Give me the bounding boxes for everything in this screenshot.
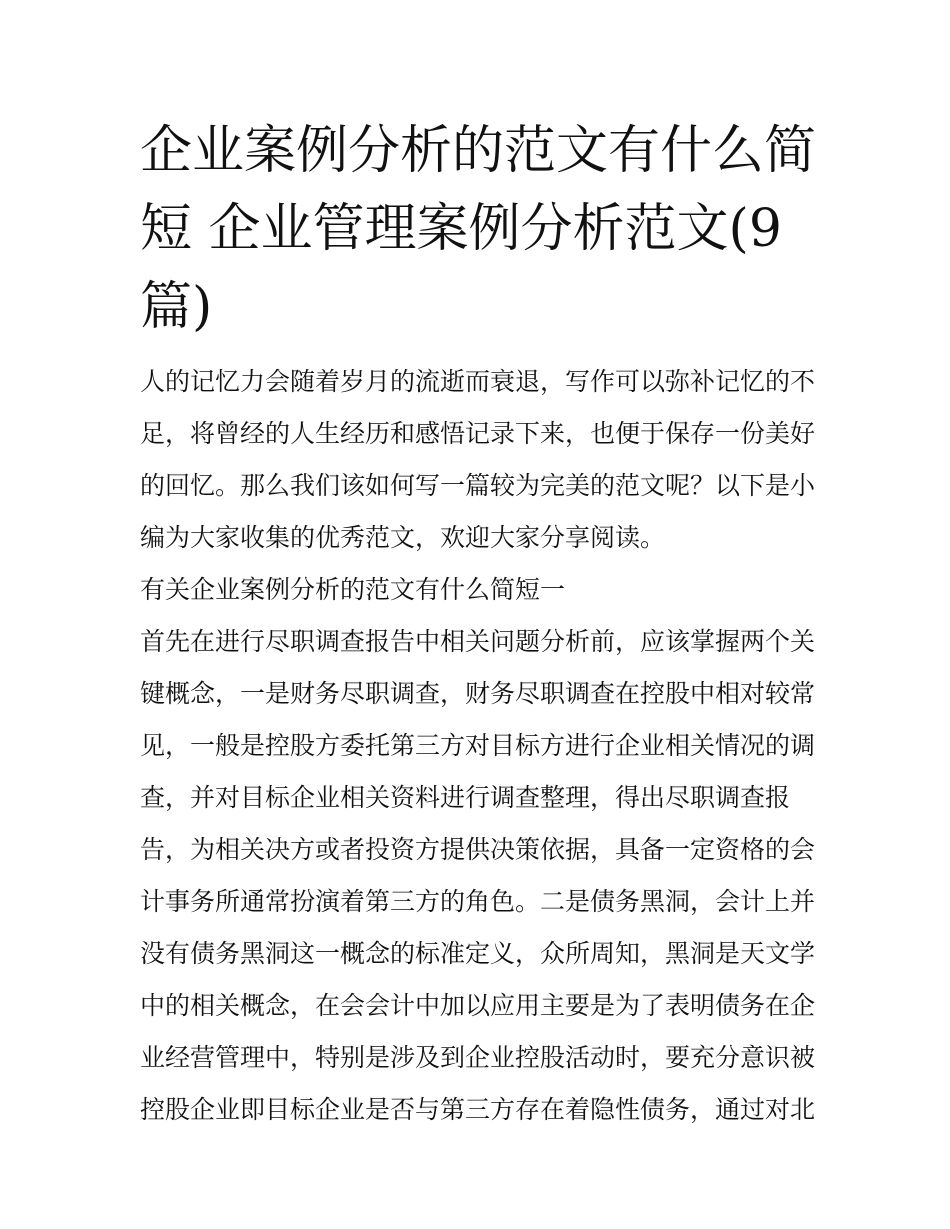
paragraph-line: 查，并对目标企业相关资料进行调查整理，得出尽职调查报 [140, 783, 791, 812]
paragraph-line: 控股企业即目标企业是否与第三方存在着隐性债务，通过对北 [140, 1095, 816, 1124]
paragraph-line: 告，为相关决方或者投资方提供决策依据，具备一定资格的会 [140, 835, 816, 864]
intro-line: 的回忆。那么我们该如何写一篇较为完美的范文呢？以下是小 [140, 471, 816, 500]
intro-line: 人的记忆力会随着岁月的流逝而衰退，写作可以弥补记忆的不 [140, 367, 816, 396]
intro-line: 编为大家收集的优秀范文，欢迎大家分享阅读。 [140, 523, 666, 552]
title-line: 篇) [140, 277, 213, 337]
document-body [140, 356, 820, 1136]
title-line: 短 企业管理案例分析范文(9 [140, 199, 782, 259]
paragraph-line: 没有债务黑洞这一概念的标准定义，众所周知，黑洞是天文学 [140, 939, 816, 968]
document-title [140, 112, 820, 346]
body-paragraph [140, 616, 820, 1136]
paragraph-line: 首先在进行尽职调查报告中相关问题分析前，应该掌握两个关 [140, 627, 816, 656]
paragraph-line: 见，一般是控股方委托第三方对目标方进行企业相关情况的调 [140, 731, 816, 760]
intro-paragraph [140, 356, 820, 564]
paragraph-line: 业经营管理中，特别是涉及到企业控股活动时，要充分意识被 [140, 1043, 816, 1072]
paragraph-line: 计事务所通常扮演着第三方的角色。二是债务黑洞，会计上并 [140, 887, 816, 916]
paragraph-line: 键概念，一是财务尽职调查，财务尽职调查在控股中相对较常 [140, 679, 816, 708]
section-heading: 有关企业案例分析的范文有什么简短一 [140, 575, 566, 604]
title-line: 企业案例分析的范文有什么简 [140, 121, 817, 181]
paragraph-line: 中的相关概念，在会会计中加以应用主要是为了表明债务在企 [140, 991, 816, 1020]
intro-line: 足，将曾经的人生经历和感悟记录下来，也便于保存一份美好 [140, 419, 816, 448]
